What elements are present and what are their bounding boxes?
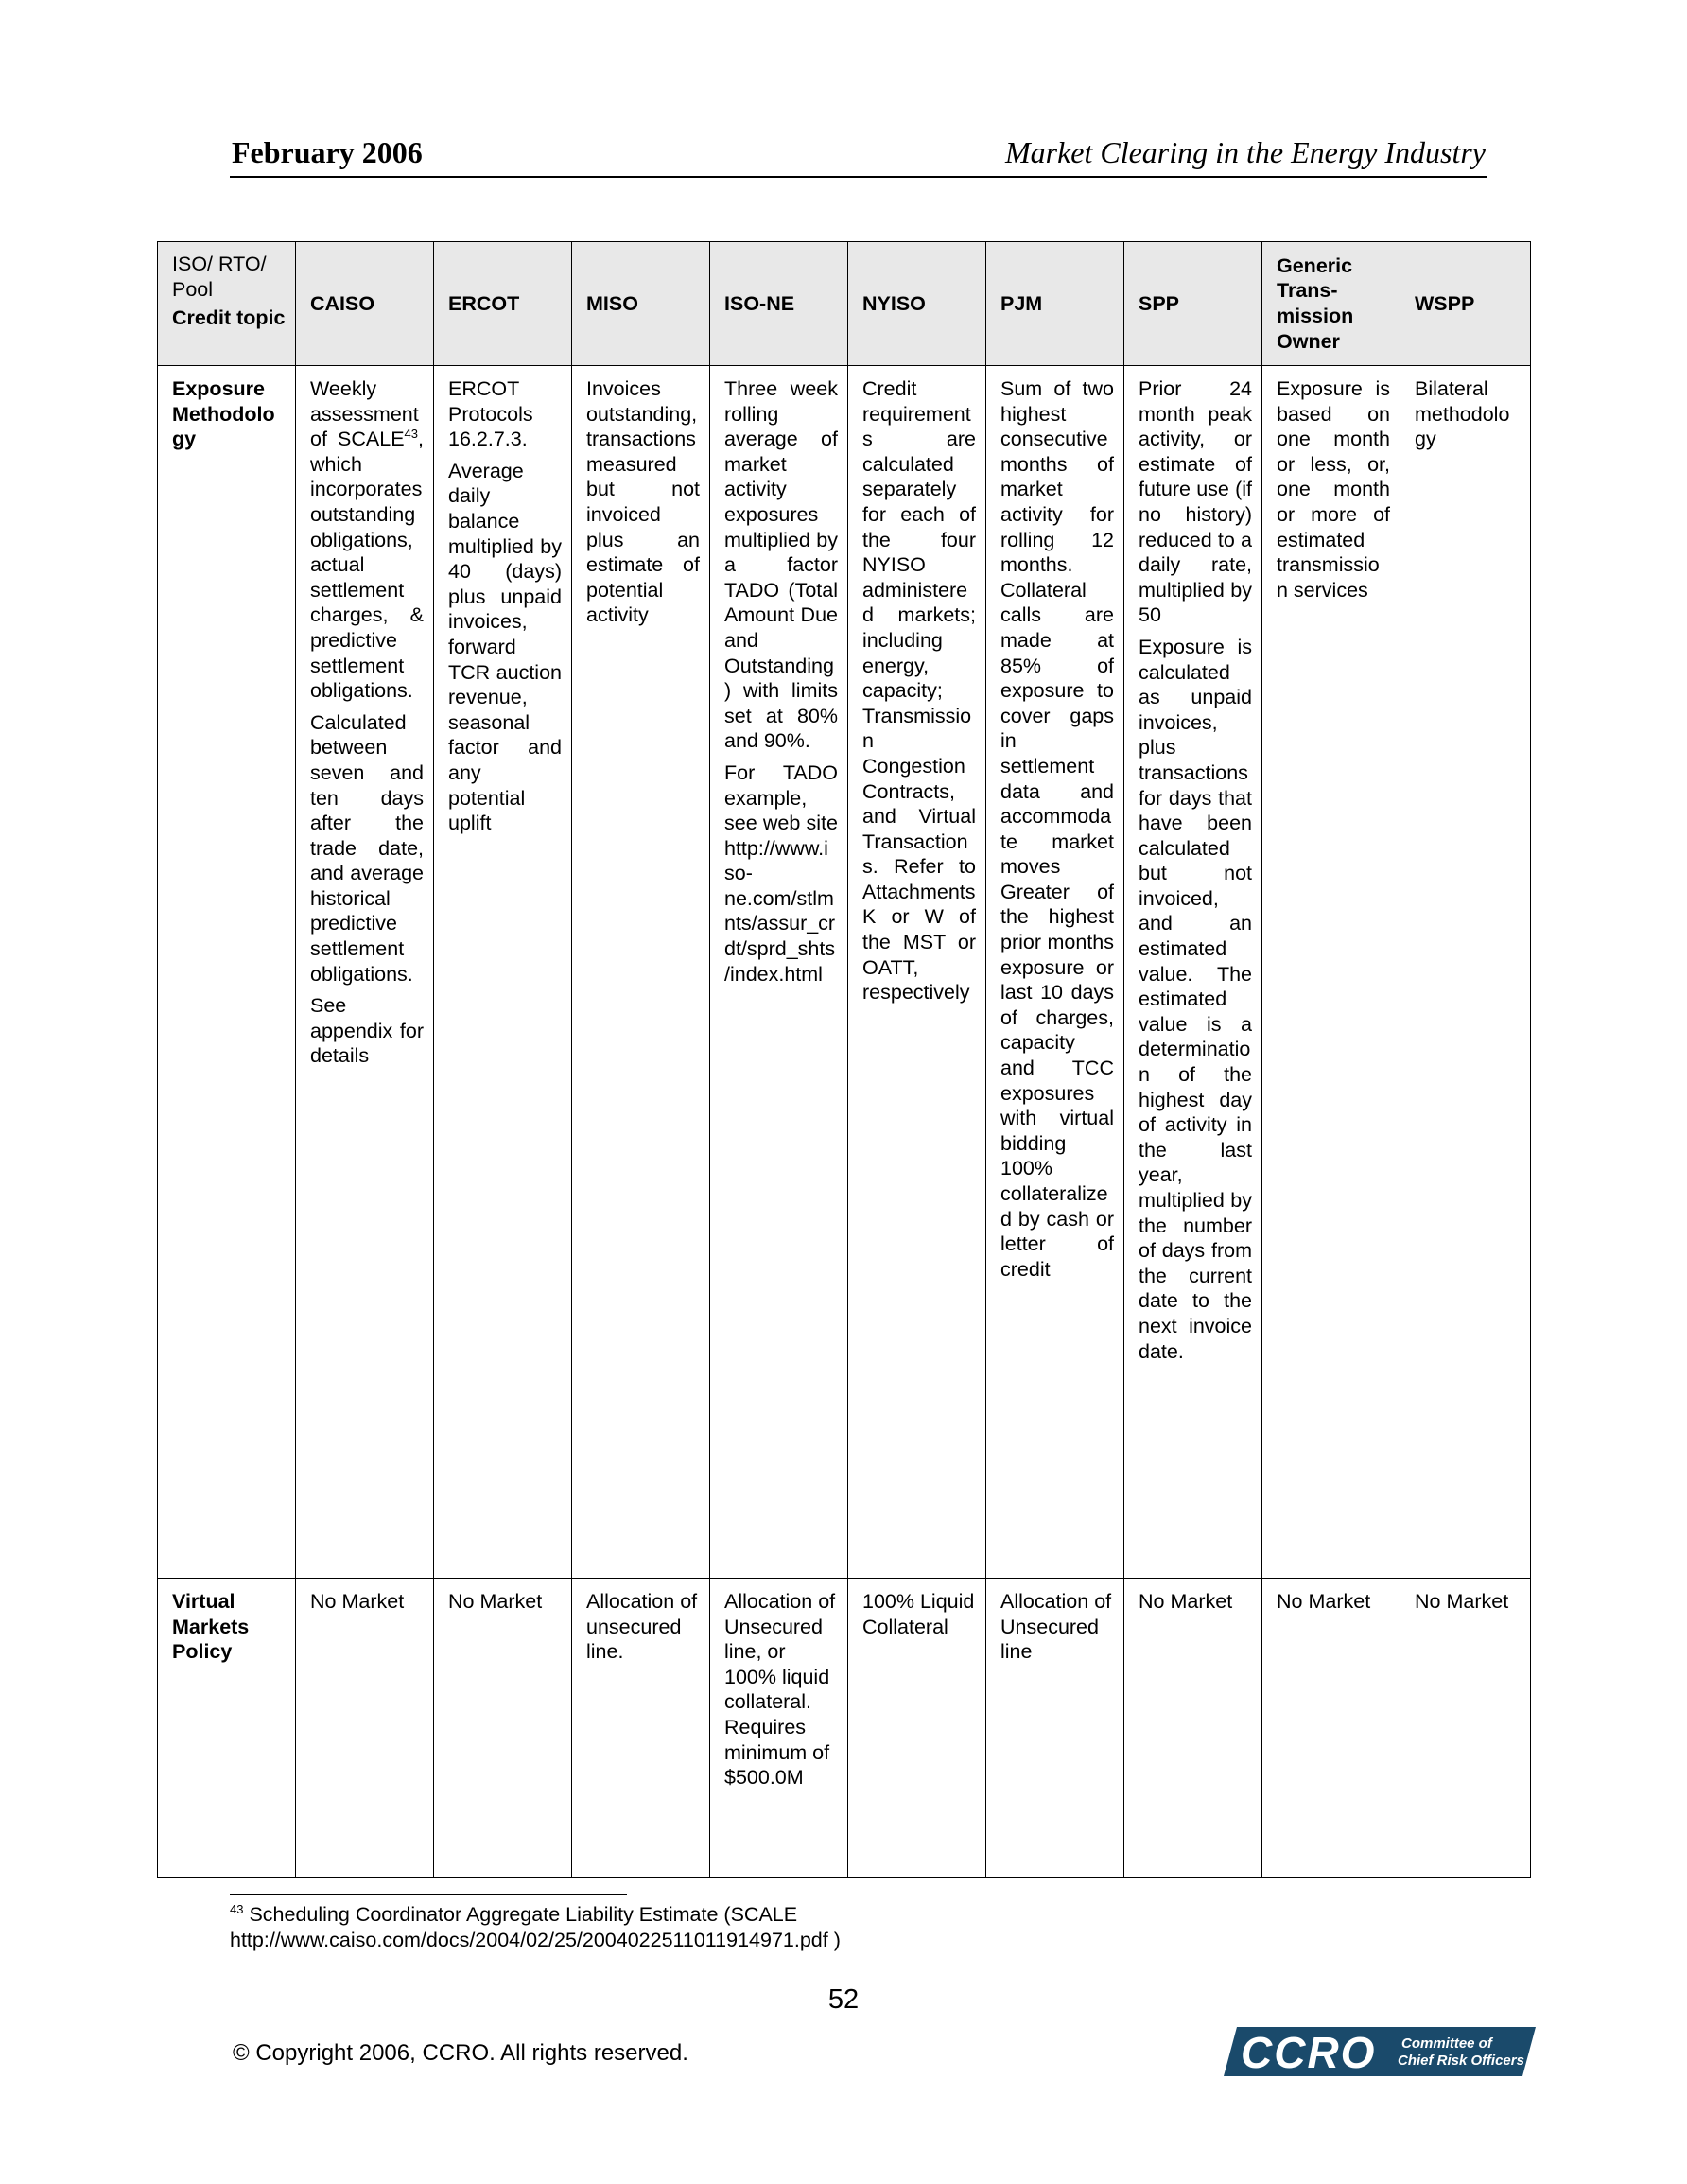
table-cell: Invoices outstanding, transactions measured but not invoiced plus an estimate of potential activity <box>572 366 710 1579</box>
page-number: 52 <box>827 1984 860 2015</box>
logo-tagline-2: Chief Risk Officers <box>1398 2053 1524 2069</box>
column-header: MISO <box>572 242 710 366</box>
table-row <box>158 1579 1531 1878</box>
ccro-logo <box>1224 2025 1536 2078</box>
table-cell: Allocation of Unsecured line <box>986 1579 1124 1878</box>
footnote-text: Scheduling Coordinator Aggregate Liability Estimate (SCALE <box>249 1903 798 1926</box>
table-cell: Allocation of unsecured line. <box>572 1579 710 1878</box>
table-row <box>158 366 1531 1579</box>
table-cell: Credit requirements are calculated separately for each of the four NYISO administered markets; including energy, capacity; Transmission Congestion Contracts, and Virtual Transactions. Refer to Attachments K or W of the MST or OATT, respectively <box>848 366 986 1579</box>
table-cell: Exposure is based on one month or less, or, one month or more of estimated transmission services <box>1262 366 1400 1579</box>
footnote-number: 43 <box>230 1901 244 1916</box>
table-cell: Prior 24 month peak activity, or estimate of future use (if no history) reduced to a daily rate, multiplied by 50 Exposure is calculated as unpaid invoices, plus transactions for days that have been calculated but not invoiced, and an estimated value. The estimated value is a determination of the highest day of activity in the last year, multiplied by the number of days from the current date to the next invoice date. <box>1124 366 1262 1579</box>
row-label: Exposure Methodology <box>158 366 296 1579</box>
table-cell: Allocation of Unsecured line, or 100% liquid collateral. Requires minimum of $500.0M <box>710 1579 848 1878</box>
table-header-row <box>158 242 1531 366</box>
column-header: Generic Trans-mission Owner <box>1262 242 1400 366</box>
header-title: Market Clearing in the Energy Industry <box>1004 135 1486 169</box>
column-header: ERCOT <box>434 242 572 366</box>
header-date: February 2006 <box>232 135 423 169</box>
table-cell: ERCOT Protocols 16.2.7.3. Average daily balance multiplied by 40 (days) plus unpaid invoices, forward TCR auction revenue, seasonal factor and any potential uplift <box>434 366 572 1579</box>
column-header: SPP <box>1124 242 1262 366</box>
credit-comparison-table <box>157 241 1531 1878</box>
logo-tagline-1: Committee of <box>1401 2035 1492 2052</box>
table-cell: No Market <box>434 1579 572 1878</box>
table-cell: No Market <box>1262 1579 1400 1878</box>
column-header: PJM <box>986 242 1124 366</box>
table-cell: Three week rolling average of market activity exposures multiplied by a factor TADO (Total Amount Due and Outstanding) with limits set at 80% and 90%. For TADO example, see web site http://www.iso-ne.com/stlmnts/assur_crdt/sprd_shts/index.html <box>710 366 848 1579</box>
corner-bottom-label: Credit topic <box>172 306 286 330</box>
table-cell: No Market <box>1124 1579 1262 1878</box>
column-header: ISO-NE <box>710 242 848 366</box>
footnote-link: http://www.caiso.com/docs/2004/02/25/2004022511011914971.pdf ) <box>230 1929 841 1951</box>
column-header: WSPP <box>1400 242 1531 366</box>
footnote-separator <box>230 1894 627 1895</box>
copyright-notice: © Copyright 2006, CCRO. All rights reserved. <box>233 2040 688 2066</box>
corner-header-cell <box>158 242 296 366</box>
row-label: Virtual Markets Policy <box>158 1579 296 1878</box>
footnote-ref: 43 <box>404 427 419 442</box>
column-header: NYISO <box>848 242 986 366</box>
footnote <box>230 1902 841 1953</box>
table-cell: No Market <box>1400 1579 1531 1878</box>
table-cell: Weekly assessment of SCALE$^{43}$, which incorporates outstanding obligations, actual settlement charges, & predictive settlement obligations. Calculated between seven and ten days after the trade date, and average historical predictive settlement obligations. See appendix for details <box>296 366 434 1579</box>
table-cell: Sum of two highest consecutive months of market activity for rolling 12 months. Collateral calls are made at 85% of exposure to cover gaps in settlement data and accommodate market moves Greater of the highest prior months exposure or last 10 days of charges, capacity and TCC exposures with virtual bidding 100% collateralized by cash or letter of credit <box>986 366 1124 1579</box>
table-cell: Bilateral methodology <box>1400 366 1531 1579</box>
logo-wordmark: CCRO <box>1241 2028 1377 2077</box>
corner-top-label: ISO/ RTO/ Pool <box>172 253 267 301</box>
table-cell: 100% Liquid Collateral <box>848 1579 986 1878</box>
page-header <box>230 131 1487 178</box>
table-cell: No Market <box>296 1579 434 1878</box>
column-header: CAISO <box>296 242 434 366</box>
